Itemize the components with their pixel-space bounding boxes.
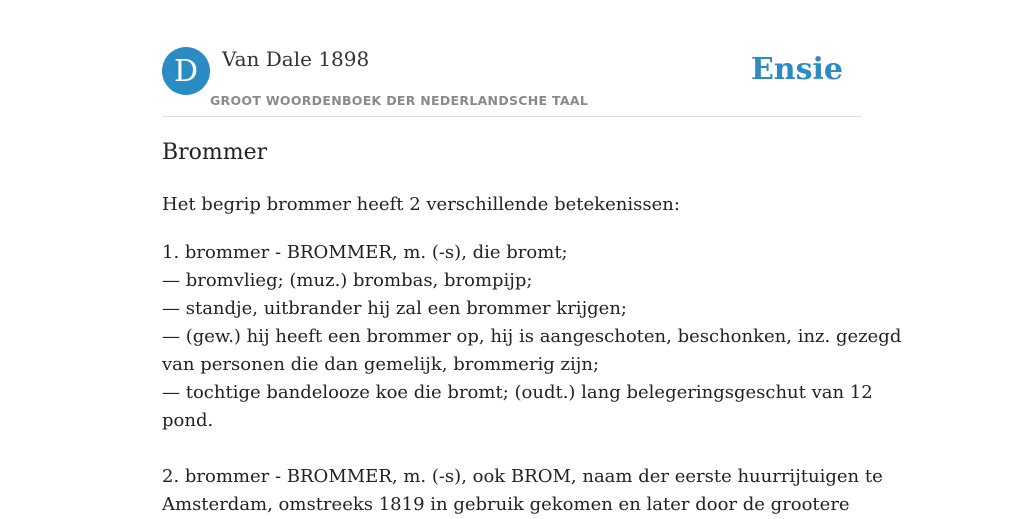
definition-line: — standje, uitbrander hij zal een brommer krijgen;	[162, 298, 627, 319]
definition-line: 1. brommer - BROMMER, m. (-s), die bromt;	[162, 242, 568, 263]
definition-1	[162, 239, 902, 435]
definition-list	[162, 239, 902, 519]
definition-line: — tochtige bandelooze koe die bromt; (oudt.) lang belegeringsgeschut van 12	[162, 382, 873, 403]
definition-2	[162, 463, 883, 519]
definition-line: 2. brommer - BROMMER, m. (-s), ook BROM, naam der eerste huurrijtuigen te	[162, 466, 883, 487]
definition-separator	[162, 435, 862, 463]
site-header	[162, 40, 862, 117]
van-dale-logo[interactable]: D	[162, 47, 210, 95]
definition-line: — (gew.) hij heeft een brommer op, hij is aangeschoten, beschonken, inz. gezegd	[162, 326, 902, 347]
page-title: Brommer	[162, 140, 268, 165]
definition-line: pond.	[162, 410, 214, 431]
dictionary-subtitle: GROOT WOORDENBOEK DER NEDERLANDSCHE TAAL	[210, 93, 589, 108]
definition-line: van personen die dan gemelijk, brommerig zijn;	[162, 354, 600, 375]
definition-line: — bromvlieg; (muz.) brombas, brompijp;	[162, 270, 533, 291]
dictionary-title[interactable]: Van Dale 1898	[222, 47, 370, 71]
ensie-brand-link[interactable]: Ensie	[750, 52, 843, 87]
entry-intro: Het begrip brommer heeft 2 verschillende betekenissen:	[162, 194, 680, 215]
definition-line: Amsterdam, omstreeks 1819 in gebruik gekomen en later door de grootere	[162, 494, 850, 515]
